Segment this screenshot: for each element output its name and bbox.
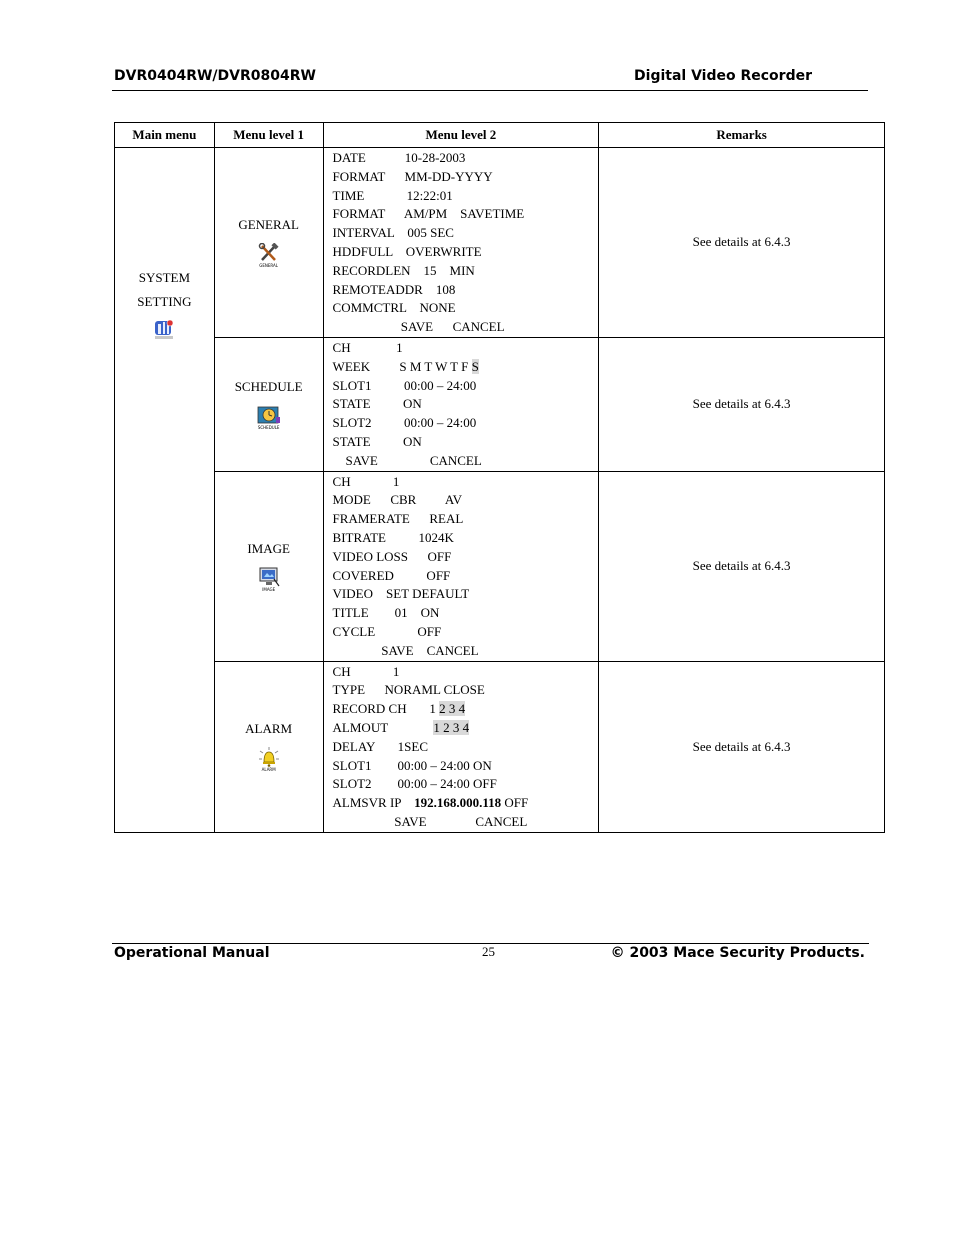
menu-level1-alarm: [214, 661, 323, 832]
record-ch-first: 1: [429, 701, 436, 717]
level1-label: IMAGE: [247, 540, 290, 556]
menu-line: CH 1: [332, 339, 403, 355]
level1-label: SCHEDULE: [234, 378, 303, 394]
header-title: Digital Video Recorder: [634, 68, 812, 84]
schedule-clock-icon: [254, 405, 284, 430]
icon-caption: ALARM: [261, 767, 276, 773]
menu-line: FORMAT AM/PM SAVETIME: [332, 206, 525, 222]
level1-label: ALARM: [245, 721, 293, 737]
menu-line: TIME 12:22:01: [332, 187, 453, 203]
menu-line: CYCLE OFF: [332, 623, 442, 639]
week-days: WEEK S M T W T F: [332, 358, 472, 374]
menu-line: VIDEO LOSS OFF: [332, 548, 452, 564]
footer-manual: Operational Manual: [114, 945, 270, 961]
main-menu-label-2: SETTING: [137, 294, 192, 309]
main-menu-cell: [115, 148, 215, 833]
menu-line: REMOTEADDR 108: [332, 281, 456, 297]
menu-line: RECORDLEN 15 MIN: [332, 262, 475, 278]
menu-line: CH 1: [332, 473, 400, 489]
record-ch-highlight: 2 3 4: [439, 701, 466, 717]
menu-line: TITLE 01 ON: [332, 605, 440, 621]
menu-line: COVERED OFF: [332, 567, 451, 583]
level1-label: GENERAL: [238, 216, 299, 232]
page-number: 25: [482, 944, 495, 959]
table-header-row: [115, 123, 885, 148]
menu-line: HDDFULL OVERWRITE: [332, 243, 482, 259]
col-remarks: Remarks: [599, 123, 885, 148]
menu-level1-general: [214, 148, 323, 338]
menu-line: DATE 10-28-2003: [332, 150, 466, 165]
menu-line: FORMAT MM-DD-YYYY: [332, 168, 493, 184]
main-menu-label-1: SYSTEM: [138, 270, 191, 285]
remarks-general: See details at 6.4.3: [599, 148, 885, 338]
menu-line: SAVE CANCEL: [332, 813, 528, 829]
menu-line: CH 1: [332, 663, 400, 679]
menu-level1-image: [214, 471, 323, 661]
menu-line: [333, 358, 599, 377]
menu-line: [333, 719, 599, 738]
menu-line: STATE ON: [332, 433, 422, 449]
alarm-bell-icon: [254, 747, 284, 772]
col-main-menu: Main menu: [115, 123, 215, 148]
table-row: [115, 471, 885, 661]
menu-line: SLOT2 00:00 – 24:00: [332, 415, 477, 431]
menu-line: [333, 794, 599, 813]
col-menu-level-2: Menu level 2: [323, 123, 599, 148]
menu-line: SLOT1 00:00 – 24:00: [332, 377, 477, 393]
menu-line: COMMCTRL NONE: [332, 300, 456, 316]
menu-line: [333, 700, 599, 719]
menu-line: SAVE CANCEL: [332, 642, 479, 658]
record-ch-label: RECORD CH: [332, 701, 430, 717]
monitor-icon: [254, 567, 284, 592]
menu-line: SAVE CANCEL: [332, 319, 505, 335]
remarks-schedule: See details at 6.4.3: [599, 337, 885, 471]
remarks-image: See details at 6.4.3: [599, 471, 885, 661]
menu-level2-image: [323, 471, 599, 661]
menu-line: BITRATE 1024K: [332, 529, 454, 545]
menu-line: DELAY 1SEC: [332, 738, 429, 754]
tools-icon: [254, 243, 284, 268]
almout-label: ALMOUT: [332, 719, 434, 735]
system-setting-icon: [149, 318, 179, 340]
week-highlight-day: S: [471, 358, 479, 374]
table-row: [115, 337, 885, 471]
menu-table: [114, 122, 885, 833]
table-row: [115, 661, 885, 832]
almout-highlight: 1 2 3 4: [433, 719, 470, 735]
almsvr-ip: 192.168.000.118: [414, 795, 502, 811]
icon-caption: IMAGE: [262, 586, 276, 592]
menu-line: INTERVAL 005 SEC: [332, 225, 454, 241]
icon-caption: GENERAL: [259, 262, 279, 268]
almsvr-label: ALMSVR IP: [332, 795, 415, 811]
remarks-alarm: See details at 6.4.3: [599, 661, 885, 832]
header-rule: [112, 90, 868, 91]
icon-caption: SCHEDULE: [257, 424, 280, 430]
footer-copyright: © 2003 Mace Security Products.: [610, 945, 865, 961]
menu-level1-schedule: [214, 337, 323, 471]
menu-level2-general: [323, 148, 599, 338]
header-model: DVR0404RW/DVR0804RW: [114, 68, 316, 84]
menu-level2-alarm: [323, 661, 599, 832]
menu-line: SLOT1 00:00 – 24:00 ON: [332, 757, 492, 773]
table-row: [115, 148, 885, 338]
menu-line: VIDEO SET DEFAULT: [332, 586, 470, 602]
menu-line: FRAMERATE REAL: [332, 511, 464, 527]
menu-line: SLOT2 00:00 – 24:00 OFF: [332, 776, 497, 792]
menu-line: TYPE NORAML CLOSE: [332, 682, 485, 698]
menu-line: MODE CBR AV: [332, 492, 462, 508]
col-menu-level-1: Menu level 1: [214, 123, 323, 148]
menu-line: STATE ON: [332, 396, 422, 412]
menu-level2-schedule: [323, 337, 599, 471]
menu-line: SAVE CANCEL: [332, 452, 482, 468]
almsvr-state: OFF: [501, 795, 529, 811]
